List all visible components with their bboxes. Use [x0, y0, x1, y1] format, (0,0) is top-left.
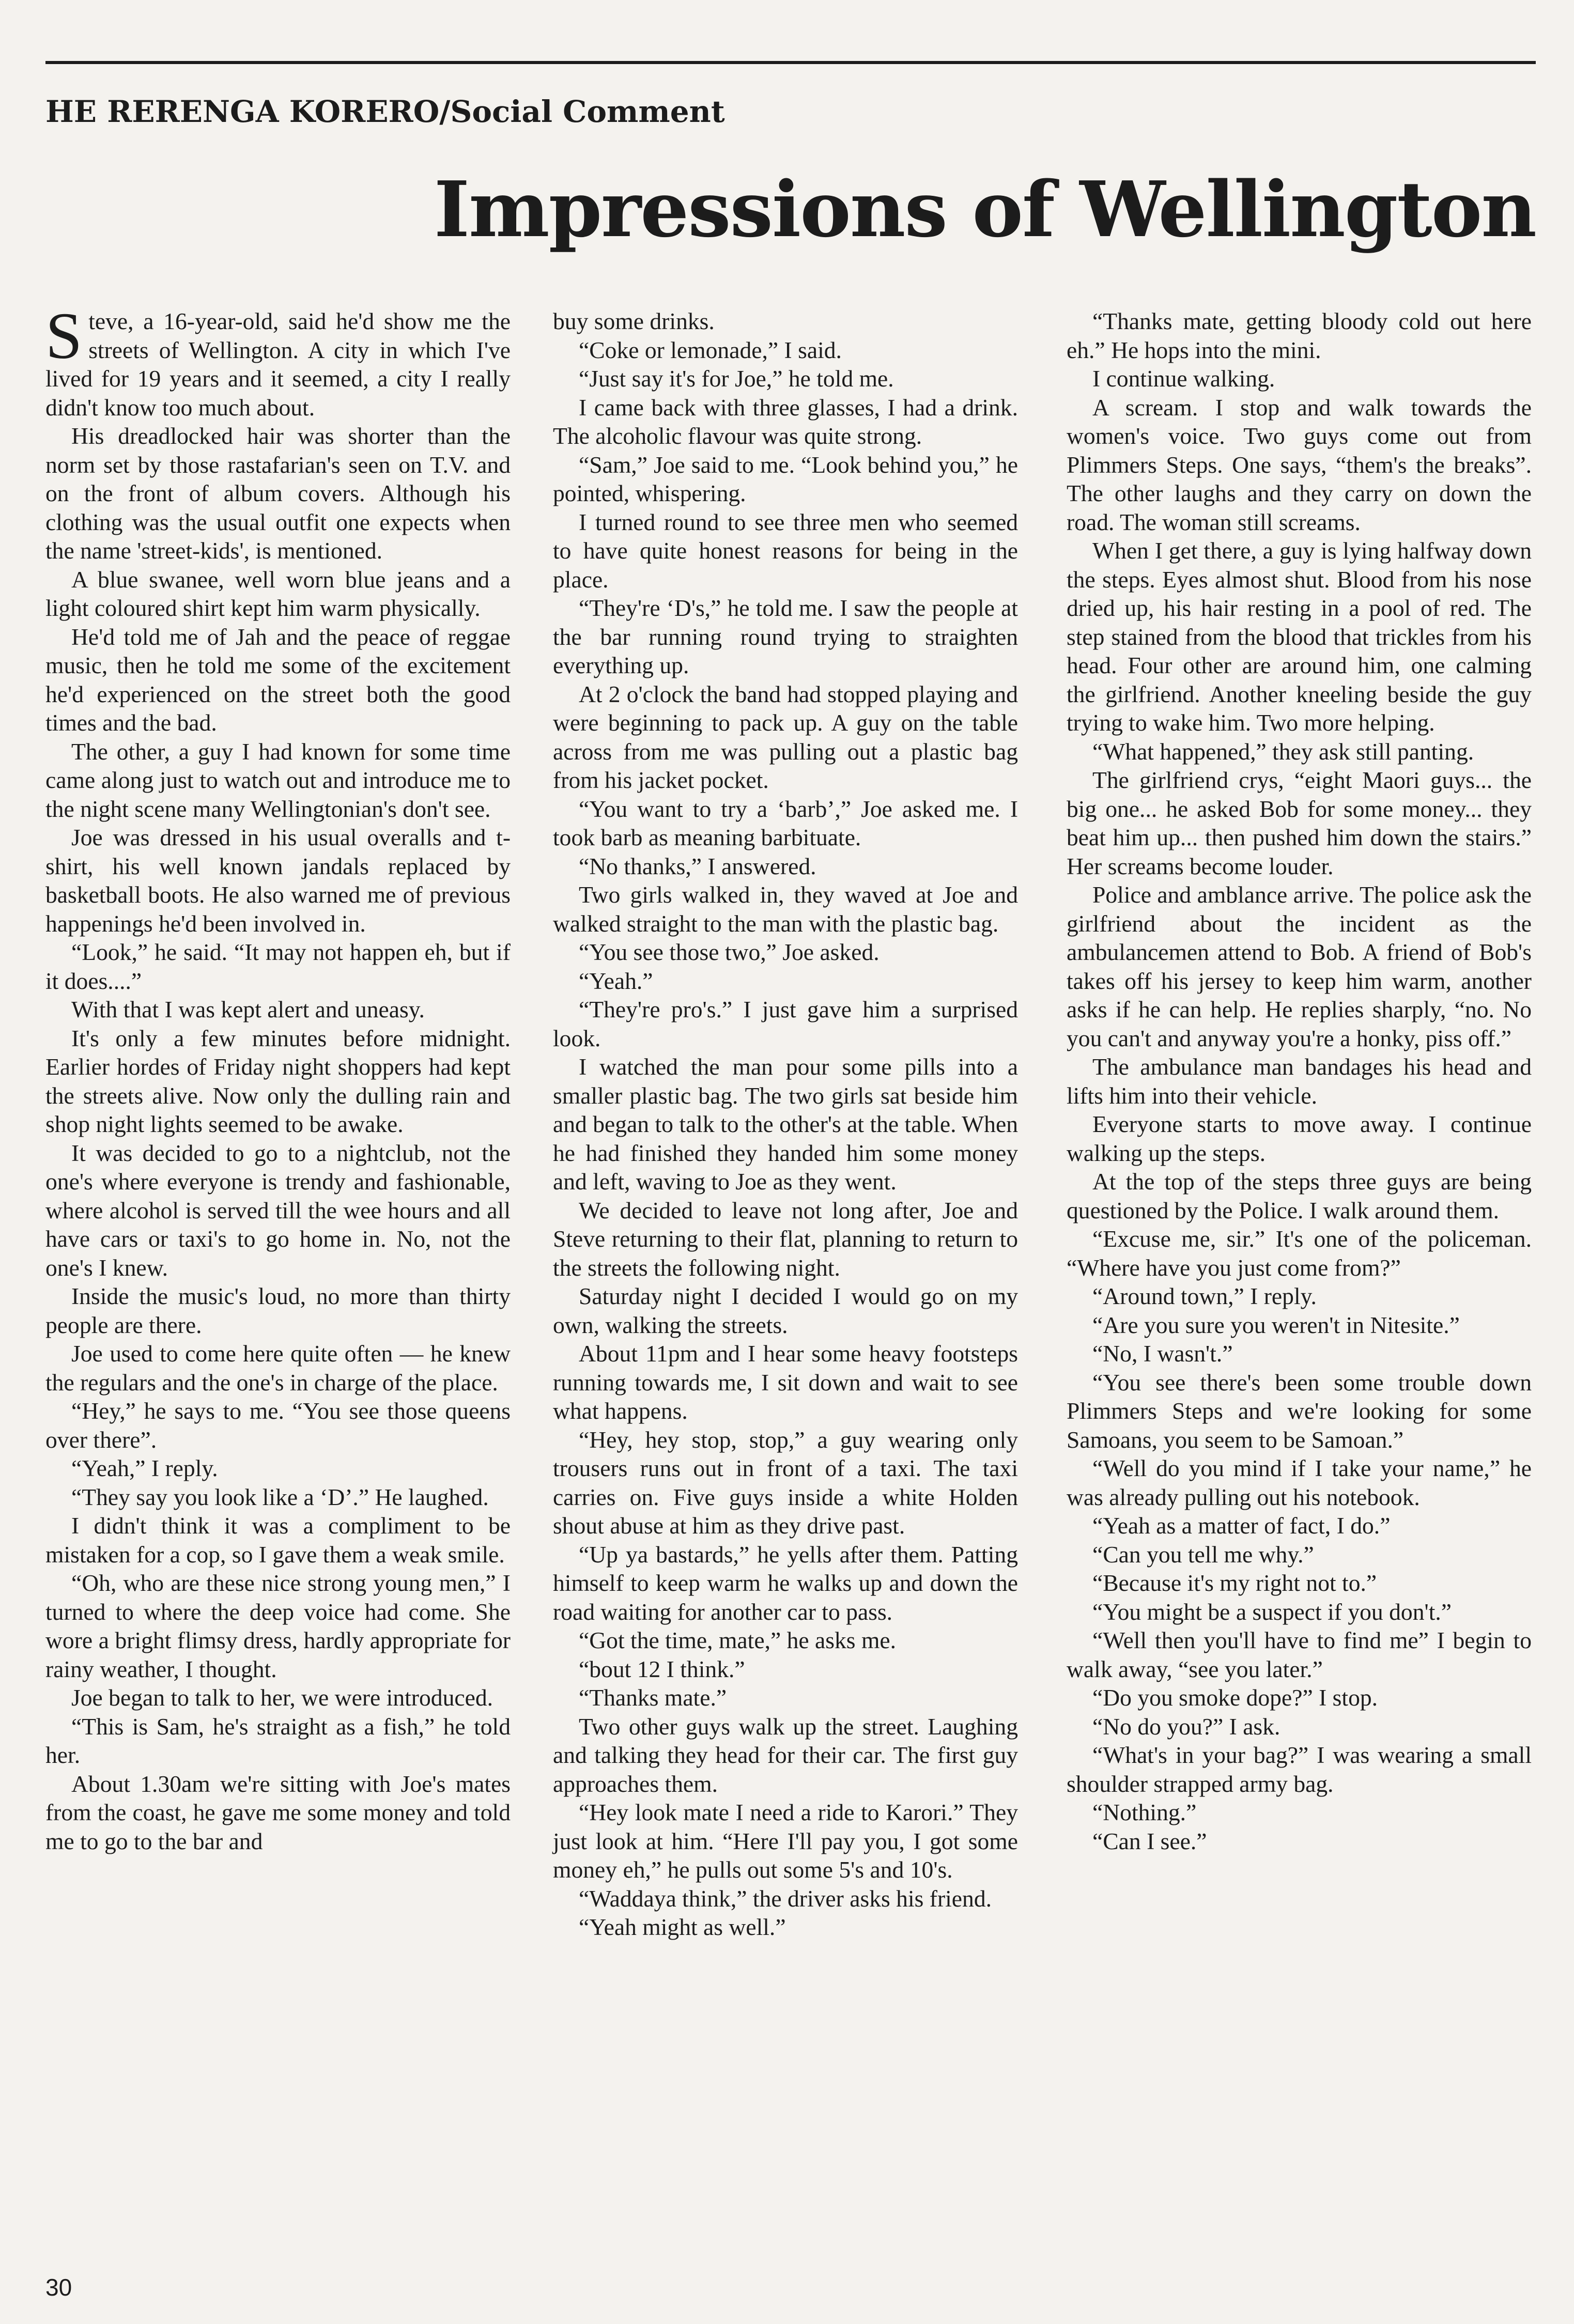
- paragraph: I turned round to see three men who seemed to have quite honest reasons for being in the place.: [553, 508, 1018, 593]
- paragraph: “bout 12 I think.”: [579, 1655, 745, 1682]
- paragraph: It's only a few minutes before midnight. Earlier hordes of Friday night shoppers had kept the streets alive. Now only the dulling rain and shop night lights seemed to be awake.: [45, 1025, 511, 1137]
- header-rule: [45, 61, 1536, 64]
- paragraph: “Hey look mate I need a ride to Karori.” They just look at him. “Here I'll pay you, I got some money eh,” he pulls out some 5's and 10's.: [553, 1799, 1018, 1883]
- paragraph: “Oh, who are these nice strong young men,” I turned to where the deep voice had come. She wore a bright flimsy dress, hardly appropriate for rainy weather, I thought.: [45, 1570, 511, 1682]
- paragraph: “They say you look like a ‘D’.” He laughed.: [71, 1483, 489, 1510]
- paragraph: “Hey,” he says to me. “You see those queens over there”.: [45, 1398, 511, 1453]
- paragraph: “Yeah as a matter of fact, I do.”: [1092, 1512, 1391, 1539]
- paragraph: “They're ‘D's,” he told me. I saw the people at the bar running round trying to straighten everything up.: [553, 595, 1018, 678]
- paragraph: I came back with three glasses, I had a drink. The alcoholic flavour was quite strong.: [553, 394, 1018, 449]
- paragraph: At 2 o'clock the band had stopped playing and were beginning to pack up. A guy on the table across from me was pulling out a plastic bag from his jacket pocket.: [553, 680, 1018, 793]
- paragraph: “Sam,” Joe said to me. “Look behind you,” he pointed, whispering.: [553, 451, 1018, 506]
- paragraph: A scream. I stop and walk towards the women's voice. Two guys come out from Plimmers Steps. One says, “them's the breaks”. The other laughs and they carry on down the road. The woman still screams.: [1067, 394, 1532, 535]
- paragraph: “Can you tell me why.”: [1092, 1541, 1314, 1568]
- article-column-1: [45, 299, 511, 1855]
- paragraph: Police and amblance arrive. The police ask the girlfriend about the incident as the ambulancemen attend to Bob. A friend of Bob's takes off his jersey to keep him warm, another asks if he can help. He replies sharply, “no. No you can't and anyway you're a honky, piss off.”: [1067, 881, 1532, 1051]
- paragraph: The girlfriend crys, “eight Maori guys... the big one... he asked Bob for some money... they beat him up... then pushed him down the stairs.” Her screams become louder.: [1067, 767, 1532, 879]
- paragraph: Saturday night I decided I would go on my own, walking the streets.: [553, 1283, 1018, 1338]
- paragraph: “Nothing.”: [1092, 1799, 1197, 1825]
- paragraph: Joe began to talk to her, we were introduced.: [71, 1684, 493, 1711]
- paragraph: It was decided to go to a nightclub, not the one's where everyone is trendy and fashionable, where alcohol is served till the wee hours and all have cars or taxi's to go home in. No, not the one's I knew.: [45, 1139, 511, 1281]
- paragraph: With that I was kept alert and uneasy.: [71, 996, 425, 1022]
- paragraph: “You might be a suspect if you don't.”: [1092, 1598, 1452, 1625]
- paragraph: “You see those two,” Joe asked.: [579, 939, 879, 965]
- paragraph: Two girls walked in, they waved at Joe and walked straight to the man with the plastic bag.: [553, 881, 1018, 937]
- paragraph: “Waddaya think,” the driver asks his friend.: [579, 1885, 992, 1912]
- paragraph: The other, a guy I had known for some time came along just to watch out and introduce me to the night scene many Wellingtonian's don't see.: [45, 738, 511, 822]
- paragraph: “What's in your bag?” I was wearing a small shoulder strapped army bag.: [1067, 1742, 1532, 1797]
- paragraph: Inside the music's loud, no more than thirty people are there.: [45, 1283, 511, 1338]
- paragraph: “You want to try a ‘barb’,” Joe asked me. I took barb as meaning barbituate.: [553, 795, 1018, 850]
- article-column-2: [553, 307, 1018, 1942]
- paragraph: buy some drinks.: [553, 308, 715, 334]
- paragraph: About 11pm and I hear some heavy footsteps running towards me, I sit down and wait to see what happens.: [553, 1340, 1018, 1424]
- paragraph: “Coke or lemonade,” I said.: [579, 336, 842, 363]
- paragraph: “They're pro's.” I just gave him a surprised look.: [553, 996, 1018, 1051]
- paragraph: “Around town,” I reply.: [1092, 1283, 1317, 1309]
- paragraph: “Yeah,” I reply.: [71, 1455, 218, 1481]
- paragraph: “Thanks mate, getting bloody cold out here eh.” He hops into the mini.: [1067, 308, 1532, 363]
- paragraph: A blue swanee, well worn blue jeans and a light coloured shirt kept him warm physically.: [45, 566, 511, 621]
- paragraph: About 1.30am we're sitting with Joe's mates from the coast, he gave me some money and told me to go to the bar and: [45, 1770, 511, 1854]
- paragraph: Joe was dressed in his usual overalls and t-shirt, his well known jandals replaced by basketball boots. He also warned me of previous happenings he'd been involved in.: [45, 824, 511, 937]
- paragraph-text: teve, a 16-year-old, said he'd show me the streets of Wellington. A city in which I've lived for 19 years and it seemed, a city I really didn't know too much about.: [45, 308, 511, 421]
- page-number: 30: [45, 2274, 72, 2301]
- paragraph: “Are you sure you weren't in Nitesite.”: [1092, 1311, 1460, 1338]
- paragraph: [45, 299, 511, 422]
- paragraph: We decided to leave not long after, Joe and Steve returning to their flat, planning to return to the streets the following night.: [553, 1197, 1018, 1281]
- paragraph: “Look,” he said. “It may not happen eh, but if it does....”: [45, 939, 511, 994]
- paragraph: “Because it's my right not to.”: [1092, 1570, 1377, 1596]
- paragraph: “Can I see.”: [1092, 1827, 1207, 1854]
- paragraph: Two other guys walk up the street. Laughing and talking they head for their car. The first guy approaches them.: [553, 1713, 1018, 1797]
- paragraph: “Thanks mate.”: [579, 1684, 727, 1711]
- paragraph: “Well do you mind if I take your name,” he was already pulling out his notebook.: [1067, 1455, 1532, 1510]
- paragraph: I watched the man pour some pills into a smaller plastic bag. The two girls sat beside him and began to talk to the other's at the table. When he had finished they handed him some money and left, waving to Joe as they went.: [553, 1053, 1018, 1195]
- paragraph: “Up ya bastards,” he yells after them. Patting himself to keep warm he walks up and down the road waiting for another car to pass.: [553, 1541, 1018, 1625]
- article-title: Impressions of Wellington: [434, 164, 1536, 254]
- paragraph: “No, I wasn't.”: [1092, 1340, 1233, 1367]
- drop-cap: S: [45, 299, 83, 373]
- paragraph: “Just say it's for Joe,” he told me.: [579, 365, 894, 392]
- paragraph: At the top of the steps three guys are being questioned by the Police. I walk around them.: [1067, 1168, 1532, 1223]
- paragraph: “You see there's been some trouble down Plimmers Steps and we're looking for some Samoans, you seem to be Samoan.”: [1067, 1369, 1532, 1453]
- paragraph: Joe used to come here quite often — he knew the regulars and the one's in charge of the place.: [45, 1340, 511, 1396]
- paragraph: When I get there, a guy is lying halfway down the steps. Eyes almost shut. Blood from his nose dried up, his hair resting in a pool of red. The step stained from the blood that trickles from his head. Four other are around him, one calming the girlfriend. Another kneeling beside the guy trying to wake him. Two more helping.: [1067, 537, 1532, 736]
- paragraph: Everyone starts to move away. I continue walking up the steps.: [1067, 1111, 1532, 1166]
- article-column-3: [1067, 307, 1532, 1855]
- paragraph: “Do you smoke dope?” I stop.: [1092, 1684, 1378, 1711]
- paragraph: “Yeah might as well.”: [579, 1914, 786, 1940]
- paragraph: “Yeah.”: [579, 967, 653, 994]
- paragraph: “Well then you'll have to find me” I begin to walk away, “see you later.”: [1067, 1627, 1532, 1682]
- paragraph: His dreadlocked hair was shorter than the norm set by those rastafarian's seen on T.V. and on the front of album covers. Although his clothing was the usual outfit one expects when the name 'street-kids', is mentioned.: [45, 423, 511, 564]
- paragraph: “What happened,” they ask still panting.: [1092, 738, 1474, 765]
- section-heading: HE RERENGA KORERO/Social Comment: [45, 94, 725, 129]
- paragraph: “No do you?” I ask.: [1092, 1713, 1280, 1740]
- paragraph: “Hey, hey stop, stop,” a guy wearing only trousers runs out in front of a taxi. The taxi carries on. Five guys inside a white Holden shout abuse at him as they drive past.: [553, 1426, 1018, 1539]
- paragraph: “Excuse me, sir.” It's one of the policeman. “Where have you just come from?”: [1067, 1226, 1532, 1281]
- paragraph: “Got the time, mate,” he asks me.: [579, 1627, 897, 1653]
- paragraph: “This is Sam, he's straight as a fish,” he told her.: [45, 1713, 511, 1768]
- paragraph: “No thanks,” I answered.: [579, 853, 816, 879]
- paragraph: The ambulance man bandages his head and lifts him into their vehicle.: [1067, 1053, 1532, 1109]
- paragraph: I didn't think it was a compliment to be mistaken for a cop, so I gave them a weak smile.: [45, 1512, 511, 1568]
- paragraph: I continue walking.: [1092, 365, 1275, 392]
- paragraph: He'd told me of Jah and the peace of reggae music, then he told me some of the excitement he'd experienced on the street both the good times and the bad.: [45, 623, 511, 736]
